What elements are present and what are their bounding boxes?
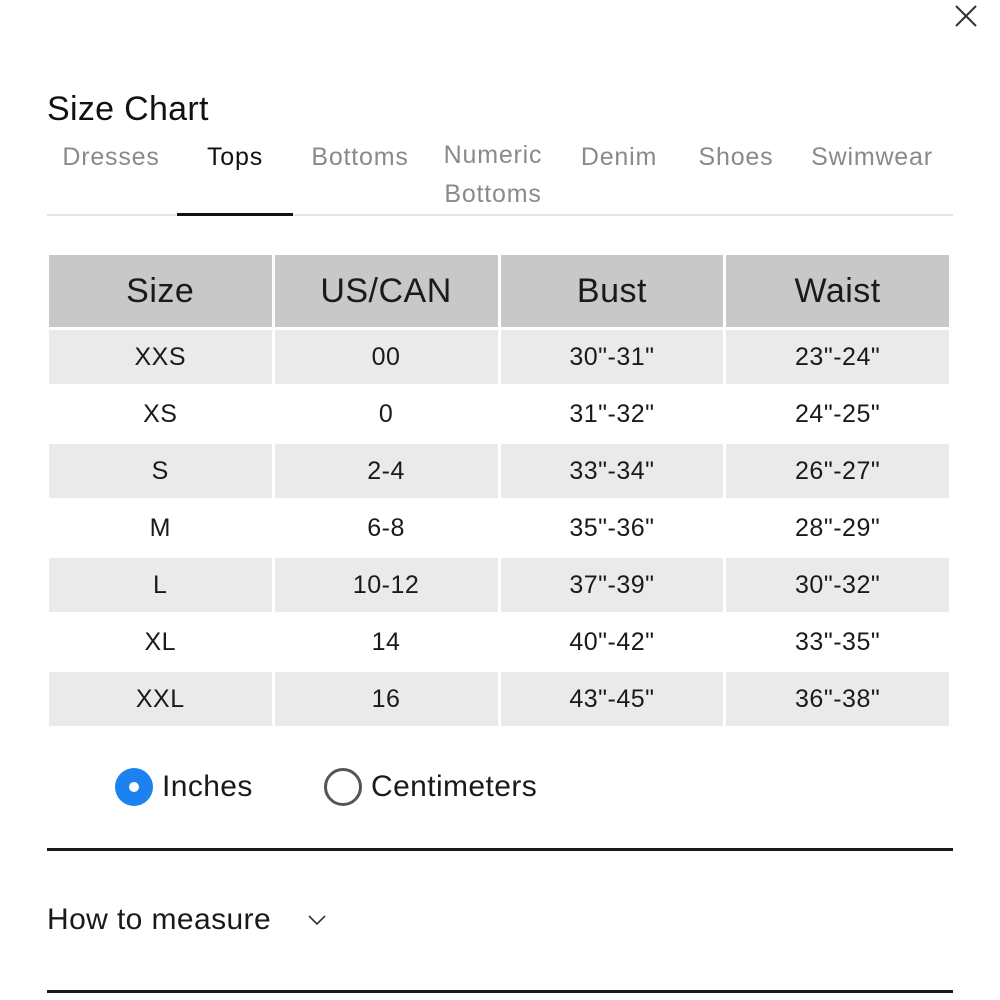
tab-dresses[interactable]: [60, 138, 162, 177]
unit-selector: [115, 765, 715, 809]
cell-waist: 33"-35": [726, 615, 949, 669]
tab-swimwear[interactable]: [804, 138, 940, 177]
column-header-bust: Bust: [501, 255, 724, 327]
unit-label-centimeters: Centimeters: [371, 770, 538, 803]
table-row: [49, 558, 949, 612]
cell-size: XL: [49, 615, 272, 669]
cell-bust: 31"-32": [501, 387, 724, 441]
tab-label: Dresses: [62, 143, 160, 171]
cell-size: M: [49, 501, 272, 555]
size-chart-table: [46, 252, 952, 729]
cell-us-can: 00: [275, 330, 498, 384]
column-header-size: Size: [49, 255, 272, 327]
unit-label-inches: Inches: [162, 770, 253, 803]
cell-bust: 40"-42": [501, 615, 724, 669]
cell-bust: 30"-31": [501, 330, 724, 384]
tab-label: Shoes: [698, 143, 774, 171]
cell-us-can: 0: [275, 387, 498, 441]
cell-waist: 28"-29": [726, 501, 949, 555]
tab-label: Tops: [206, 143, 263, 171]
page-title: Size Chart: [47, 90, 209, 128]
tab-label: Swimwear: [811, 143, 933, 171]
cell-waist: 36"-38": [726, 672, 949, 726]
how-to-measure-toggle[interactable]: [47, 900, 327, 940]
column-header-us-can: US/CAN: [275, 255, 498, 327]
cell-size: XS: [49, 387, 272, 441]
cell-us-can: 14: [275, 615, 498, 669]
tab-tops[interactable]: [197, 138, 273, 177]
close-icon: [952, 2, 980, 30]
radio-centimeters[interactable]: [324, 768, 362, 806]
tab-label: Numeric: [443, 141, 543, 169]
chevron-down-icon: [307, 913, 327, 927]
cell-size: S: [49, 444, 272, 498]
cell-us-can: 6-8: [275, 501, 498, 555]
radio-inches[interactable]: [115, 768, 153, 806]
cell-bust: 37"-39": [501, 558, 724, 612]
cell-us-can: 2-4: [275, 444, 498, 498]
table-header-row: [49, 255, 949, 327]
table-row: [49, 330, 949, 384]
table-row: [49, 672, 949, 726]
cell-size: XXL: [49, 672, 272, 726]
cell-bust: 35"-36": [501, 501, 724, 555]
table-row: [49, 444, 949, 498]
cell-bust: 33"-34": [501, 444, 724, 498]
cell-waist: 24"-25": [726, 387, 949, 441]
table-row: [49, 615, 949, 669]
cell-size: L: [49, 558, 272, 612]
cell-waist: 26"-27": [726, 444, 949, 498]
unit-option-inches[interactable]: [115, 765, 253, 809]
active-tab-indicator: [177, 213, 293, 216]
cell-waist: 23"-24": [726, 330, 949, 384]
divider: [47, 848, 953, 851]
tab-label: Bottoms: [311, 143, 409, 171]
cell-size: XXS: [49, 330, 272, 384]
tab-numeric-bottoms[interactable]: [437, 136, 549, 214]
close-button[interactable]: [952, 2, 980, 30]
cell-us-can: 10-12: [275, 558, 498, 612]
cell-waist: 30"-32": [726, 558, 949, 612]
how-to-measure-label: How to measure: [47, 903, 272, 936]
tab-bottoms[interactable]: [305, 138, 415, 177]
cell-us-can: 16: [275, 672, 498, 726]
unit-option-centimeters[interactable]: [324, 765, 537, 809]
tab-label-line2: Bottoms: [444, 180, 542, 208]
tab-label: Denim: [580, 143, 658, 171]
divider: [47, 990, 953, 993]
size-category-tabs: [47, 138, 953, 216]
table-row: [49, 387, 949, 441]
column-header-waist: Waist: [726, 255, 949, 327]
table-row: [49, 501, 949, 555]
tab-shoes[interactable]: [693, 138, 779, 177]
cell-bust: 43"-45": [501, 672, 724, 726]
tab-denim[interactable]: [575, 138, 663, 177]
